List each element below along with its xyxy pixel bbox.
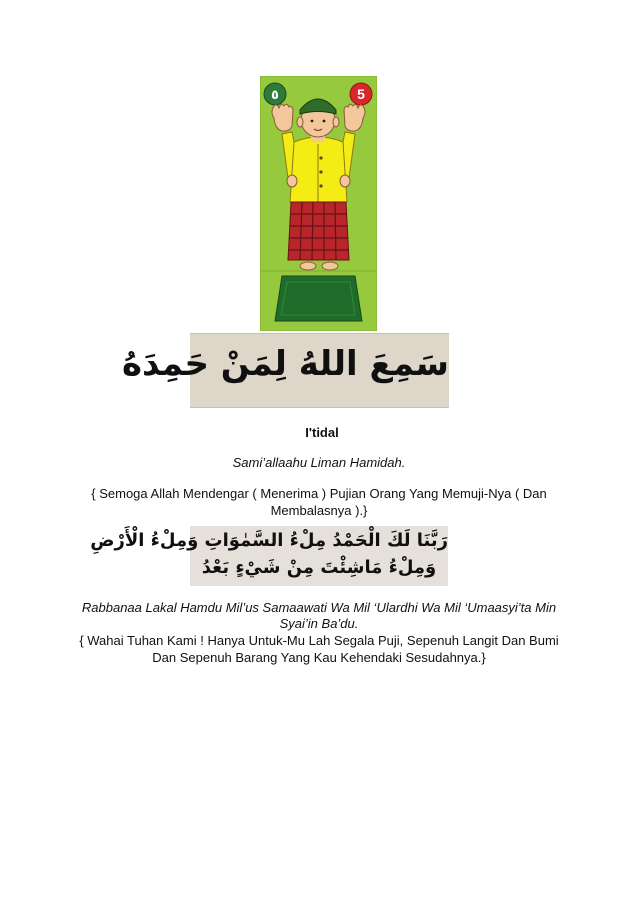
badge-right-icon <box>350 83 372 105</box>
translation-2: { Wahai Tuhan Kami ! Hanya Untuk-Mu Lah Segala Puji, Sepenuh Langit Dan Bumi Dan Sepenuh Barang Yang Kau Kehendaki Sesudahnya.} <box>79 633 559 665</box>
praying-boy-icon <box>260 76 377 331</box>
transliteration-1: Sami’allaahu Liman Hamidah. <box>232 455 406 470</box>
arabic-text-2-line-1: رَبَّنَا لَكَ الْحَمْدُ مِلْءُ السَّمٰوَاتِ وَمِلْءُ الْأَرْضِ <box>90 530 448 551</box>
arabic-calligraphy-1 <box>121 333 449 408</box>
arabic-calligraphy-2 <box>90 526 448 586</box>
svg-text:5: 5 <box>357 86 365 102</box>
arabic-text-2-line-2: وَمِلْءُ مَاشِئْتَ مِنْ شَيْءٍ بَعْدُ <box>201 557 437 578</box>
translation-1: { Semoga Allah Mendengar ( Menerima ) Pujian Orang Yang Memuji-Nya ( Dan Membalasnya ).} <box>91 486 547 518</box>
transliteration-2: Rabbanaa Lakal Hamdu Mil’us Samaawati Wa Mil ‘Ulardhi Wa Mil ‘Umaasyi’ta Min Syai’in Ba’du. <box>81 600 557 631</box>
itidal-illustration <box>260 76 377 331</box>
arabic-text-1: سَمِعَ اللهُ لِمَنْ حَمِدَهُ <box>121 344 449 384</box>
badge-left-icon <box>264 83 286 105</box>
section-title: I'tidal <box>305 425 339 440</box>
svg-text:٥: ٥ <box>271 88 279 103</box>
